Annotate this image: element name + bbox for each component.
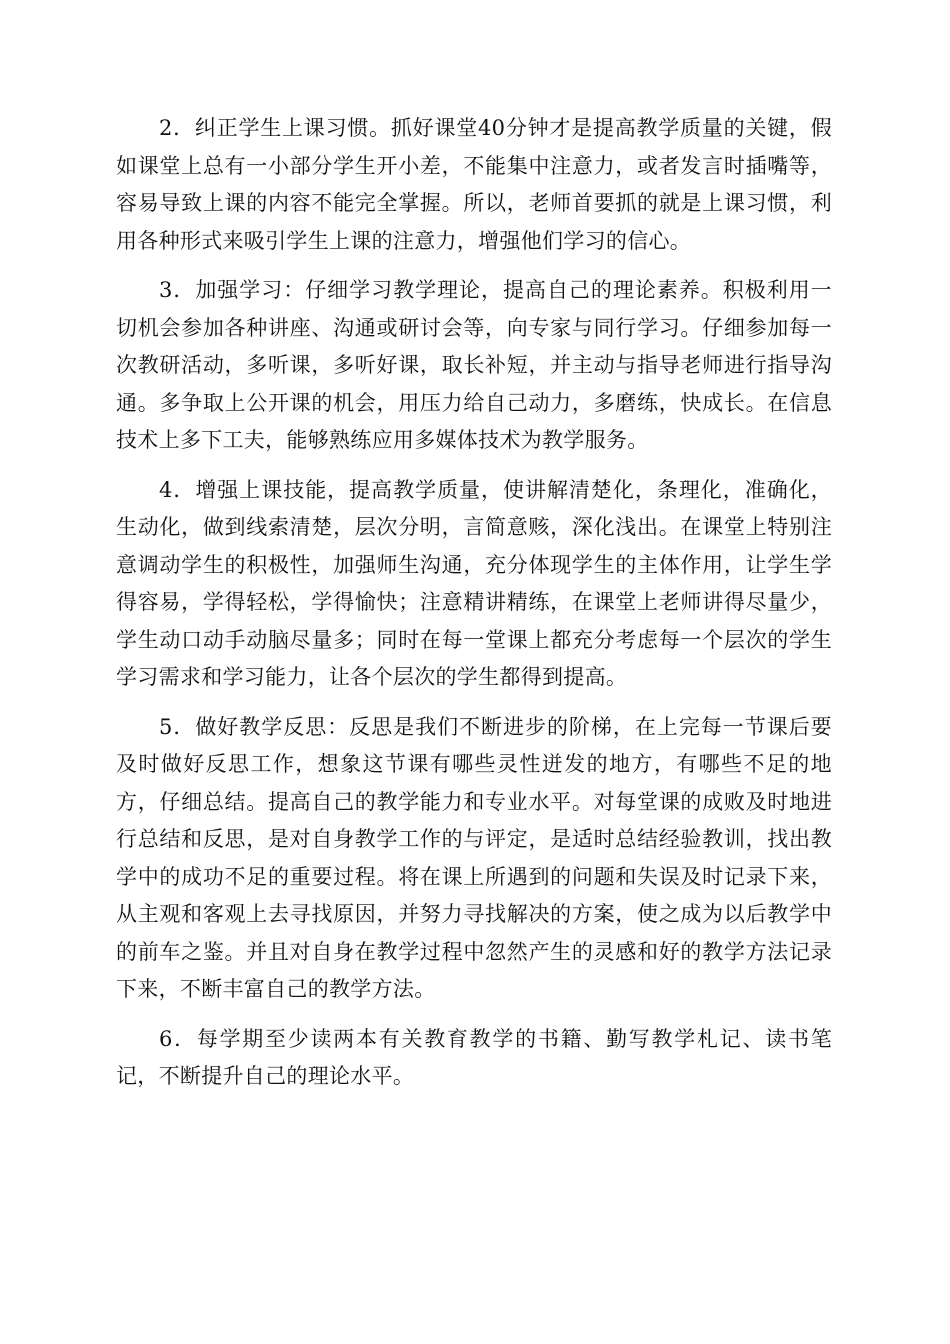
paragraph-item-5: 5．做好教学反思：反思是我们不断进步的阶梯，在上完每一节课后要及时做好反思工作，想象这节课有哪些灵性迸发的地方，有哪些不足的地方，仔细总结。提高自己的教学能力和专业水平。对每堂课的成败及时地进行总结和反思，是对自身教学工作的与评定，是适时总结经验教训，找出教学中的成功不足的重要过程。将在课上所遇到的问题和失误及时记录下来，从主观和客观上去寻找原因，并努力寻找解决的方案，使之成为以后教学中的前车之鉴。并且对自身在教学过程中忽然产生的灵感和好的教学方法记录下来，不断丰富自己的教学方法。 (116, 714, 832, 1001)
document-body (116, 110, 832, 1108)
paragraph-item-2: 2．纠正学生上课习惯。抓好课堂40分钟才是提高教学质量的关键，假如课堂上总有一小部分学生开小差，不能集中注意力，或者发言时插嘴等，容易导致上课的内容不能完全掌握。所以，老师首要抓的就是上课习惯，利用各种形式来吸引学生上课的注意力，增强他们学习的信心。 (116, 116, 832, 253)
paragraph-item-6: 6．每学期至少读两本有关教育教学的书籍、勤写教学札记、读书笔记，不断提升自己的理论水平。 (116, 1026, 832, 1088)
paragraph-item-4: 4．增强上课技能，提高教学质量，使讲解清楚化，条理化，准确化，生动化，做到线索清楚，层次分明，言简意赅，深化浅出。在课堂上特别注意调动学生的积极性，加强师生沟通，充分体现学生的主体作用，让学生学得容易，学得轻松，学得愉快；注意精讲精练，在课堂上老师讲得尽量少，学生动口动手动脑尽量多；同时在每一堂课上都充分考虑每一个层次的学生学习需求和学习能力，让各个层次的学生都得到提高。 (116, 477, 832, 689)
paragraph-item-3: 3．加强学习：仔细学习教学理论，提高自己的理论素养。积极利用一切机会参加各种讲座、沟通或研讨会等，向专家与同行学习。仔细参加每一次教研活动，多听课，多听好课，取长补短，并主动与指导老师进行指导沟通。多争取上公开课的机会，用压力给自己动力，多磨练，快成长。在信息技术上多下工夫，能够熟练应用多媒体技术为教学服务。 (116, 278, 832, 452)
